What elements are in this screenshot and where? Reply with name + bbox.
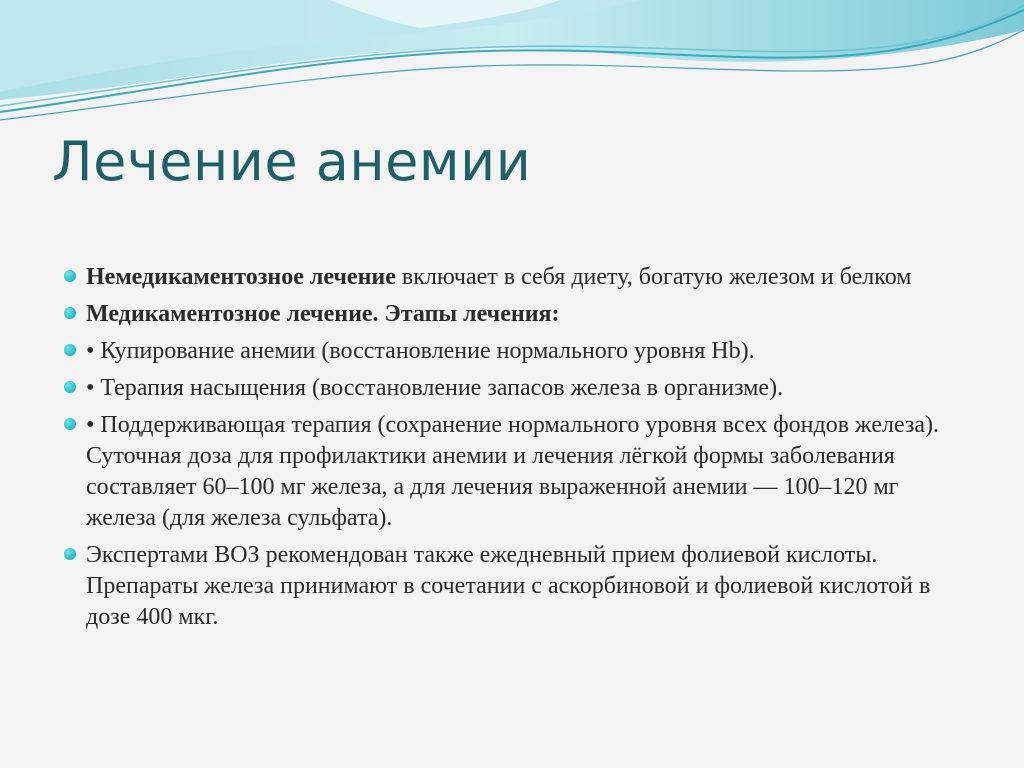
list-item-text: • Поддерживающая терапия (сохранение нормального уровня всех фондов железа). Суточная доза для профилактики анемии и лечения лёгкой формы заболевания составляет 60–100 мг железа, а для лечения выраженной анемии — 100–120 мг железа (для железа сульфата). (86, 412, 940, 531)
list-item-bold: Медикаментозное лечение. Этапы лечения: (86, 301, 560, 327)
list-item-bold: Немедикаментозное лечение (86, 264, 396, 290)
bullet-dot-icon (64, 418, 76, 430)
list-item (64, 540, 964, 633)
list-item-text: • Терапия насыщения (восстановление запасов железа в организме). (86, 375, 784, 401)
list-item (64, 410, 964, 534)
list-item-text: Экспертами ВОЗ рекомендован также ежедневный прием фолиевой кислоты. Препараты железа принимают в сочетании с аскорбиновой и фолиевой кислотой в дозе 400 мкг. (86, 542, 931, 630)
list-item-text: включает в себя диету, богатую железом и белком (395, 264, 912, 290)
bullet-dot-icon (64, 344, 76, 356)
list-item (64, 262, 964, 293)
list-item (64, 336, 964, 367)
list-item (64, 373, 964, 404)
bullet-dot-icon (64, 307, 76, 319)
bullet-list (64, 262, 964, 639)
bullet-dot-icon (64, 548, 76, 560)
list-item (64, 299, 964, 330)
decorative-wave-header (0, 0, 1024, 140)
page-title: Лечение анемии (52, 130, 532, 193)
bullet-dot-icon (64, 381, 76, 393)
bullet-dot-icon (64, 270, 76, 282)
list-item-text: • Купирование анемии (восстановление нормального уровня Hb). (86, 338, 755, 364)
